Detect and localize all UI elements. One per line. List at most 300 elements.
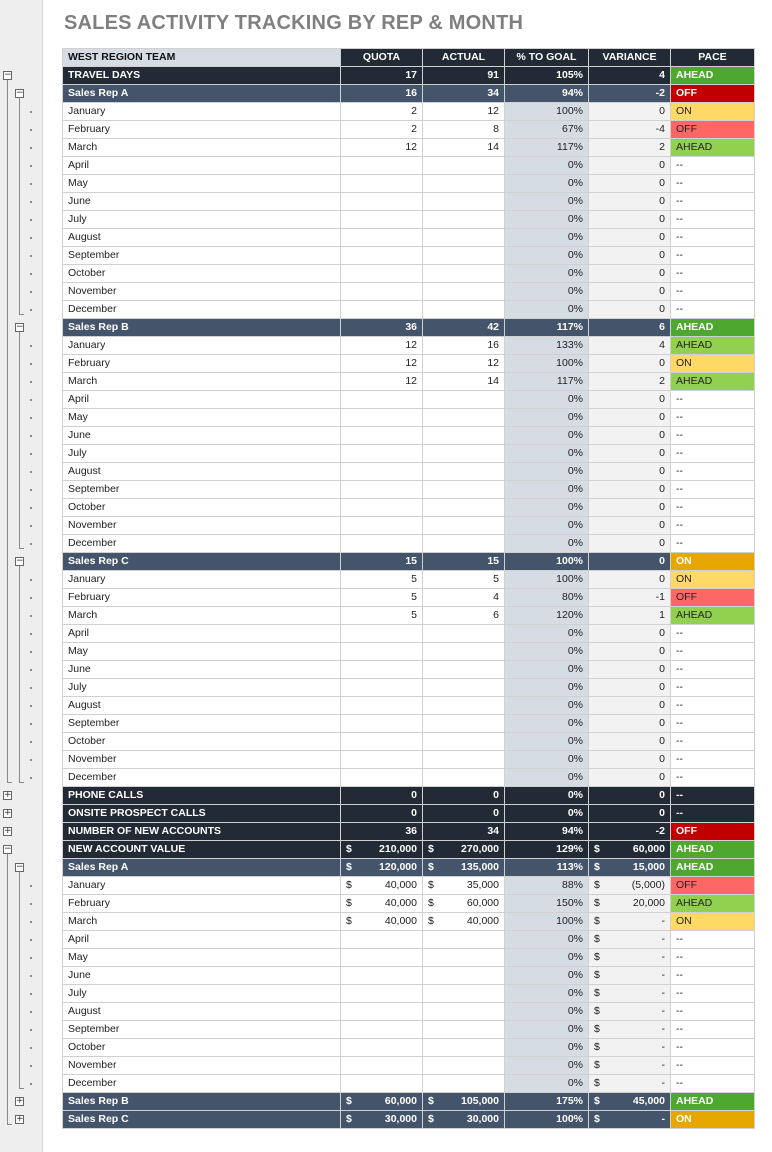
pace-cell[interactable] [671,157,755,175]
pace-cell[interactable] [671,949,755,967]
pace-cell[interactable] [671,121,755,139]
variance-cell[interactable] [589,1057,671,1075]
pace-cell[interactable] [671,265,755,283]
variance-cell[interactable] [589,121,671,139]
actual-cell[interactable] [423,553,505,571]
expand-group-button[interactable]: + [4,826,12,836]
actual-cell[interactable] [423,841,505,859]
actual-cell[interactable] [423,355,505,373]
actual-cell[interactable] [423,463,505,481]
quota-cell[interactable] [341,697,423,715]
quota-cell[interactable] [341,355,423,373]
quota-cell[interactable] [341,1039,423,1057]
quota-cell[interactable] [341,1003,423,1021]
quota-cell[interactable] [341,625,423,643]
row-label[interactable] [63,967,341,985]
pace-cell[interactable] [671,859,755,877]
quota-cell[interactable] [341,913,423,931]
pace-cell[interactable] [671,517,755,535]
actual-cell[interactable] [423,913,505,931]
actual-cell[interactable] [423,1057,505,1075]
variance-cell[interactable] [589,697,671,715]
pace-cell[interactable] [671,607,755,625]
pace-cell[interactable] [671,1021,755,1039]
pace-cell[interactable] [671,751,755,769]
quota-cell[interactable] [341,67,423,85]
variance-cell[interactable] [589,1093,671,1111]
row-label[interactable] [63,247,341,265]
pct-to-goal-cell[interactable] [505,301,589,319]
variance-cell[interactable] [589,517,671,535]
actual-cell[interactable] [423,85,505,103]
row-label[interactable] [63,1039,341,1057]
variance-cell[interactable] [589,715,671,733]
quota-cell[interactable] [341,895,423,913]
pct-to-goal-cell[interactable] [505,571,589,589]
pace-cell[interactable] [671,463,755,481]
pace-cell[interactable] [671,535,755,553]
pace-cell[interactable] [671,229,755,247]
quota-cell[interactable] [341,1057,423,1075]
variance-cell[interactable] [589,139,671,157]
variance-cell[interactable] [589,463,671,481]
actual-cell[interactable] [423,391,505,409]
pace-cell[interactable] [671,301,755,319]
pace-cell[interactable] [671,733,755,751]
variance-cell[interactable] [589,193,671,211]
quota-cell[interactable] [341,769,423,787]
row-label[interactable] [63,535,341,553]
row-label[interactable] [63,427,341,445]
pct-to-goal-cell[interactable] [505,355,589,373]
pct-to-goal-cell[interactable] [505,697,589,715]
actual-cell[interactable] [423,427,505,445]
pace-cell[interactable] [671,499,755,517]
pct-to-goal-cell[interactable] [505,1021,589,1039]
row-label[interactable] [63,85,341,103]
pace-cell[interactable] [671,1111,755,1129]
quota-cell[interactable] [341,229,423,247]
row-label[interactable] [63,625,341,643]
expand-group-button[interactable]: + [16,1114,24,1124]
row-label[interactable] [63,157,341,175]
row-label[interactable] [63,391,341,409]
row-label[interactable] [63,949,341,967]
actual-cell[interactable] [423,175,505,193]
pace-cell[interactable] [671,841,755,859]
variance-cell[interactable] [589,787,671,805]
actual-cell[interactable] [423,589,505,607]
header-variance[interactable]: VARIANCE [589,49,671,67]
quota-cell[interactable] [341,103,423,121]
pace-cell[interactable] [671,1075,755,1093]
actual-cell[interactable] [423,715,505,733]
pct-to-goal-cell[interactable] [505,463,589,481]
variance-cell[interactable] [589,1021,671,1039]
pct-to-goal-cell[interactable] [505,913,589,931]
variance-cell[interactable] [589,931,671,949]
actual-cell[interactable] [423,949,505,967]
actual-cell[interactable] [423,301,505,319]
pct-to-goal-cell[interactable] [505,193,589,211]
pace-cell[interactable] [671,337,755,355]
variance-cell[interactable] [589,769,671,787]
row-label[interactable] [63,715,341,733]
row-label[interactable] [63,67,341,85]
row-label[interactable] [63,931,341,949]
variance-cell[interactable] [589,427,671,445]
quota-cell[interactable] [341,1111,423,1129]
row-label[interactable] [63,733,341,751]
row-label[interactable] [63,337,341,355]
row-label[interactable] [63,1021,341,1039]
pct-to-goal-cell[interactable] [505,157,589,175]
pct-to-goal-cell[interactable] [505,607,589,625]
variance-cell[interactable] [589,571,671,589]
pct-to-goal-cell[interactable] [505,823,589,841]
actual-cell[interactable] [423,985,505,1003]
pct-to-goal-cell[interactable] [505,1111,589,1129]
pct-to-goal-cell[interactable] [505,283,589,301]
row-label[interactable] [63,301,341,319]
actual-cell[interactable] [423,1111,505,1129]
pct-to-goal-cell[interactable] [505,949,589,967]
quota-cell[interactable] [341,949,423,967]
pace-cell[interactable] [671,445,755,463]
actual-cell[interactable] [423,481,505,499]
row-label[interactable] [63,481,341,499]
quota-cell[interactable] [341,373,423,391]
pct-to-goal-cell[interactable] [505,643,589,661]
pace-cell[interactable] [671,589,755,607]
variance-cell[interactable] [589,1111,671,1129]
pct-to-goal-cell[interactable] [505,1075,589,1093]
actual-cell[interactable] [423,931,505,949]
expand-group-button[interactable]: + [4,808,12,818]
row-label[interactable] [63,409,341,427]
actual-cell[interactable] [423,1039,505,1057]
actual-cell[interactable] [423,679,505,697]
row-label[interactable] [63,913,341,931]
quota-cell[interactable] [341,283,423,301]
variance-cell[interactable] [589,985,671,1003]
variance-cell[interactable] [589,859,671,877]
pace-cell[interactable] [671,679,755,697]
pct-to-goal-cell[interactable] [505,805,589,823]
pct-to-goal-cell[interactable] [505,679,589,697]
row-label[interactable] [63,553,341,571]
actual-cell[interactable] [423,139,505,157]
row-label[interactable] [63,607,341,625]
pct-to-goal-cell[interactable] [505,391,589,409]
row-label[interactable] [63,895,341,913]
variance-cell[interactable] [589,229,671,247]
variance-cell[interactable] [589,247,671,265]
pace-cell[interactable] [671,913,755,931]
actual-cell[interactable] [423,967,505,985]
pct-to-goal-cell[interactable] [505,337,589,355]
pace-cell[interactable] [671,427,755,445]
header-team[interactable]: WEST REGION TEAM [63,49,341,67]
pace-cell[interactable] [671,715,755,733]
quota-cell[interactable] [341,139,423,157]
variance-cell[interactable] [589,481,671,499]
variance-cell[interactable] [589,157,671,175]
row-label[interactable] [63,445,341,463]
pace-cell[interactable] [671,391,755,409]
row-label[interactable] [63,193,341,211]
quota-cell[interactable] [341,301,423,319]
variance-cell[interactable] [589,67,671,85]
variance-cell[interactable] [589,337,671,355]
actual-cell[interactable] [423,751,505,769]
quota-cell[interactable] [341,499,423,517]
row-label[interactable] [63,643,341,661]
pace-cell[interactable] [671,283,755,301]
row-label[interactable] [63,103,341,121]
pace-cell[interactable] [671,895,755,913]
pace-cell[interactable] [671,571,755,589]
pace-cell[interactable] [671,481,755,499]
variance-cell[interactable] [589,265,671,283]
pace-cell[interactable] [671,1039,755,1057]
actual-cell[interactable] [423,1003,505,1021]
pace-cell[interactable] [671,1093,755,1111]
pace-cell[interactable] [671,1057,755,1075]
variance-cell[interactable] [589,625,671,643]
actual-cell[interactable] [423,121,505,139]
quota-cell[interactable] [341,967,423,985]
row-label[interactable] [63,877,341,895]
pct-to-goal-cell[interactable] [505,427,589,445]
pct-to-goal-cell[interactable] [505,373,589,391]
variance-cell[interactable] [589,823,671,841]
pct-to-goal-cell[interactable] [505,1057,589,1075]
quota-cell[interactable] [341,553,423,571]
pct-to-goal-cell[interactable] [505,733,589,751]
pct-to-goal-cell[interactable] [505,895,589,913]
quota-cell[interactable] [341,337,423,355]
variance-cell[interactable] [589,283,671,301]
pct-to-goal-cell[interactable] [505,715,589,733]
quota-cell[interactable] [341,121,423,139]
pace-cell[interactable] [671,967,755,985]
row-label[interactable] [63,373,341,391]
row-label[interactable] [63,805,341,823]
row-label[interactable] [63,859,341,877]
quota-cell[interactable] [341,535,423,553]
pct-to-goal-cell[interactable] [505,625,589,643]
quota-cell[interactable] [341,931,423,949]
variance-cell[interactable] [589,355,671,373]
header-pct-to-goal[interactable]: % TO GOAL [505,49,589,67]
pace-cell[interactable] [671,85,755,103]
collapse-group-button[interactable]: − [4,844,12,854]
actual-cell[interactable] [423,859,505,877]
actual-cell[interactable] [423,211,505,229]
quota-cell[interactable] [341,445,423,463]
variance-cell[interactable] [589,211,671,229]
row-label[interactable] [63,1093,341,1111]
pct-to-goal-cell[interactable] [505,139,589,157]
variance-cell[interactable] [589,895,671,913]
pct-to-goal-cell[interactable] [505,931,589,949]
row-label[interactable] [63,463,341,481]
variance-cell[interactable] [589,1039,671,1057]
pct-to-goal-cell[interactable] [505,1093,589,1111]
pace-cell[interactable] [671,247,755,265]
actual-cell[interactable] [423,445,505,463]
quota-cell[interactable] [341,247,423,265]
row-label[interactable] [63,571,341,589]
quota-cell[interactable] [341,481,423,499]
quota-cell[interactable] [341,877,423,895]
row-label[interactable] [63,1057,341,1075]
quota-cell[interactable] [341,589,423,607]
quota-cell[interactable] [341,463,423,481]
variance-cell[interactable] [589,499,671,517]
actual-cell[interactable] [423,409,505,427]
row-label[interactable] [63,1111,341,1129]
pace-cell[interactable] [671,175,755,193]
variance-cell[interactable] [589,733,671,751]
pace-cell[interactable] [671,805,755,823]
row-label[interactable] [63,229,341,247]
quota-cell[interactable] [341,409,423,427]
quota-cell[interactable] [341,211,423,229]
variance-cell[interactable] [589,841,671,859]
pace-cell[interactable] [671,985,755,1003]
pace-cell[interactable] [671,355,755,373]
variance-cell[interactable] [589,949,671,967]
quota-cell[interactable] [341,1075,423,1093]
row-label[interactable] [63,589,341,607]
variance-cell[interactable] [589,913,671,931]
pct-to-goal-cell[interactable] [505,787,589,805]
row-label[interactable] [63,283,341,301]
quota-cell[interactable] [341,841,423,859]
row-label[interactable] [63,175,341,193]
quota-cell[interactable] [341,1093,423,1111]
pct-to-goal-cell[interactable] [505,769,589,787]
quota-cell[interactable] [341,427,423,445]
actual-cell[interactable] [423,499,505,517]
collapse-group-button[interactable]: − [16,556,24,566]
variance-cell[interactable] [589,319,671,337]
quota-cell[interactable] [341,823,423,841]
quota-cell[interactable] [341,985,423,1003]
quota-cell[interactable] [341,733,423,751]
actual-cell[interactable] [423,787,505,805]
row-label[interactable] [63,769,341,787]
actual-cell[interactable] [423,733,505,751]
actual-cell[interactable] [423,67,505,85]
pct-to-goal-cell[interactable] [505,1039,589,1057]
variance-cell[interactable] [589,805,671,823]
pace-cell[interactable] [671,211,755,229]
actual-cell[interactable] [423,823,505,841]
pct-to-goal-cell[interactable] [505,1003,589,1021]
row-label[interactable] [63,139,341,157]
pct-to-goal-cell[interactable] [505,319,589,337]
actual-cell[interactable] [423,103,505,121]
actual-cell[interactable] [423,625,505,643]
pct-to-goal-cell[interactable] [505,967,589,985]
header-pace[interactable]: PACE [671,49,755,67]
variance-cell[interactable] [589,391,671,409]
row-label[interactable] [63,265,341,283]
row-label[interactable] [63,319,341,337]
row-label[interactable] [63,751,341,769]
actual-cell[interactable] [423,517,505,535]
pace-cell[interactable] [671,625,755,643]
row-label[interactable] [63,517,341,535]
actual-cell[interactable] [423,1093,505,1111]
quota-cell[interactable] [341,265,423,283]
pct-to-goal-cell[interactable] [505,499,589,517]
pct-to-goal-cell[interactable] [505,409,589,427]
row-label[interactable] [63,661,341,679]
actual-cell[interactable] [423,283,505,301]
pct-to-goal-cell[interactable] [505,211,589,229]
pct-to-goal-cell[interactable] [505,481,589,499]
expand-group-button[interactable]: + [4,790,12,800]
variance-cell[interactable] [589,607,671,625]
quota-cell[interactable] [341,85,423,103]
pace-cell[interactable] [671,193,755,211]
variance-cell[interactable] [589,175,671,193]
header-actual[interactable]: ACTUAL [423,49,505,67]
quota-cell[interactable] [341,391,423,409]
actual-cell[interactable] [423,895,505,913]
quota-cell[interactable] [341,175,423,193]
pct-to-goal-cell[interactable] [505,859,589,877]
row-label[interactable] [63,841,341,859]
pace-cell[interactable] [671,877,755,895]
variance-cell[interactable] [589,589,671,607]
pace-cell[interactable] [671,1003,755,1021]
pct-to-goal-cell[interactable] [505,445,589,463]
pct-to-goal-cell[interactable] [505,553,589,571]
actual-cell[interactable] [423,373,505,391]
actual-cell[interactable] [423,535,505,553]
pace-cell[interactable] [671,139,755,157]
pct-to-goal-cell[interactable] [505,877,589,895]
row-label[interactable] [63,787,341,805]
row-label[interactable] [63,211,341,229]
pace-cell[interactable] [671,103,755,121]
quota-cell[interactable] [341,643,423,661]
pct-to-goal-cell[interactable] [505,85,589,103]
pace-cell[interactable] [671,787,755,805]
actual-cell[interactable] [423,661,505,679]
variance-cell[interactable] [589,103,671,121]
variance-cell[interactable] [589,967,671,985]
variance-cell[interactable] [589,1075,671,1093]
pace-cell[interactable] [671,409,755,427]
quota-cell[interactable] [341,607,423,625]
actual-cell[interactable] [423,229,505,247]
pace-cell[interactable] [671,643,755,661]
pct-to-goal-cell[interactable] [505,247,589,265]
quota-cell[interactable] [341,1021,423,1039]
quota-cell[interactable] [341,859,423,877]
quota-cell[interactable] [341,661,423,679]
pct-to-goal-cell[interactable] [505,841,589,859]
quota-cell[interactable] [341,787,423,805]
variance-cell[interactable] [589,643,671,661]
actual-cell[interactable] [423,1075,505,1093]
